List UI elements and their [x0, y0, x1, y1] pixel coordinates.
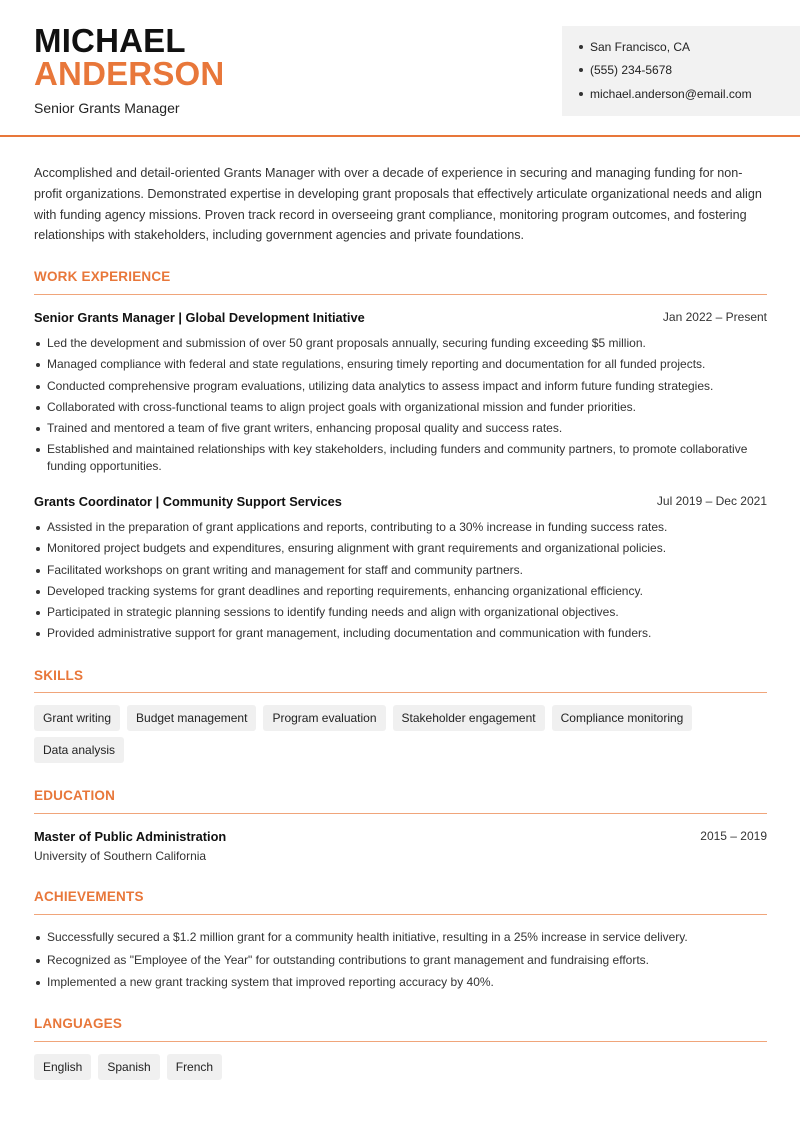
section-divider: [34, 914, 767, 915]
list-item: Implemented a new grant tracking system that improved reporting accuracy by 40%.: [34, 974, 769, 991]
language-tag: English: [34, 1054, 91, 1080]
resume-header: [0, 0, 800, 137]
skill-tag: Budget management: [127, 705, 256, 731]
job-bullets: [34, 335, 769, 480]
contact-location: San Francisco, CA: [578, 39, 690, 55]
skill-tag: Compliance monitoring: [552, 705, 693, 731]
education-degree: Master of Public Administration: [34, 829, 227, 844]
list-item: Participated in strategic planning sessions to identify funding needs and align with organizational objectives.: [34, 604, 769, 621]
list-item: Conducted comprehensive program evaluations, utilizing data analytics to assess impact and inform future funding strategies.: [34, 378, 769, 395]
contact-phone: (555) 234-5678: [578, 62, 672, 78]
last-name: ANDERSON: [34, 55, 225, 92]
section-divider: [34, 813, 767, 814]
language-tag: French: [167, 1054, 222, 1080]
skill-tag: Grant writing: [34, 705, 120, 731]
section-divider: [34, 294, 767, 295]
list-item: Provided administrative support for grant management, including documentation and communication with funders.: [34, 625, 769, 642]
section-title-work: WORK EXPERIENCE: [34, 269, 171, 284]
list-item: Collaborated with cross-functional teams to align project goals with organizational mission and funder priorities.: [34, 399, 769, 416]
list-item: Monitored project budgets and expenditures, ensuring alignment with grant requirements and organizational policies.: [34, 540, 769, 557]
skill-tag: Program evaluation: [263, 705, 385, 731]
first-name: MICHAEL: [34, 22, 186, 59]
list-item: Trained and mentored a team of five grant writers, enhancing proposal quality and success rates.: [34, 420, 769, 437]
section-divider: [34, 1041, 767, 1042]
skill-tag: Stakeholder engagement: [393, 705, 545, 731]
section-title-achievements: ACHIEVEMENTS: [34, 889, 144, 904]
job-dates: Jan 2022 – Present: [662, 310, 767, 324]
list-item: Managed compliance with federal and state regulations, ensuring timely reporting and documentation for all funded projects.: [34, 356, 769, 373]
job-dates: Jul 2019 – Dec 2021: [656, 494, 767, 508]
job-bullets: [34, 519, 769, 647]
list-item: Assisted in the preparation of grant applications and reports, contributing to a 30% increase in funding success rates.: [34, 519, 769, 536]
job-title: Senior Grants Manager: [34, 100, 180, 116]
list-item: Facilitated workshops on grant writing and management for staff and community partners.: [34, 562, 769, 579]
skill-tag: Data analysis: [34, 737, 124, 763]
section-title-skills: SKILLS: [34, 668, 84, 683]
section-divider: [34, 692, 767, 693]
list-item: Established and maintained relationships with key stakeholders, including funders and community partners, to promote collaborative funding opportunities.: [34, 441, 769, 475]
skills-list: [34, 705, 769, 763]
education-school: University of Southern California: [34, 849, 207, 863]
contact-box: [562, 26, 800, 116]
job-heading: Senior Grants Manager | Global Development Initiative: [34, 310, 365, 325]
list-item: Developed tracking systems for grant deadlines and reporting requirements, enhancing organizational efficiency.: [34, 583, 769, 600]
languages-list: [34, 1054, 769, 1080]
section-title-education: EDUCATION: [34, 788, 116, 803]
section-title-languages: LANGUAGES: [34, 1016, 123, 1031]
achievement-bullets: [34, 929, 769, 997]
list-item: Recognized as "Employee of the Year" for outstanding contributions to grant management and fundraising efforts.: [34, 952, 769, 969]
list-item: Led the development and submission of over 50 grant proposals annually, securing funding exceeding $5 million.: [34, 335, 769, 352]
education-dates: 2015 – 2019: [700, 829, 767, 843]
language-tag: Spanish: [98, 1054, 159, 1080]
contact-email: michael.anderson@email.com: [578, 86, 752, 102]
list-item: Successfully secured a $1.2 million grant for a community health initiative, resulting in a 25% increase in service delivery.: [34, 929, 769, 946]
professional-summary: Accomplished and detail-oriented Grants Manager with over a decade of experience in securing and managing funding for non-profit organizations. Demonstrated expertise in developing grant proposals that effectively articulate organizational needs and align with funding agency missions. Proven track record in overseeing grant compliance, monitoring program outcomes, and fostering relationships with stakeholders, including government agencies and private foundations.: [34, 166, 762, 243]
job-heading: Grants Coordinator | Community Support Services: [34, 494, 342, 509]
